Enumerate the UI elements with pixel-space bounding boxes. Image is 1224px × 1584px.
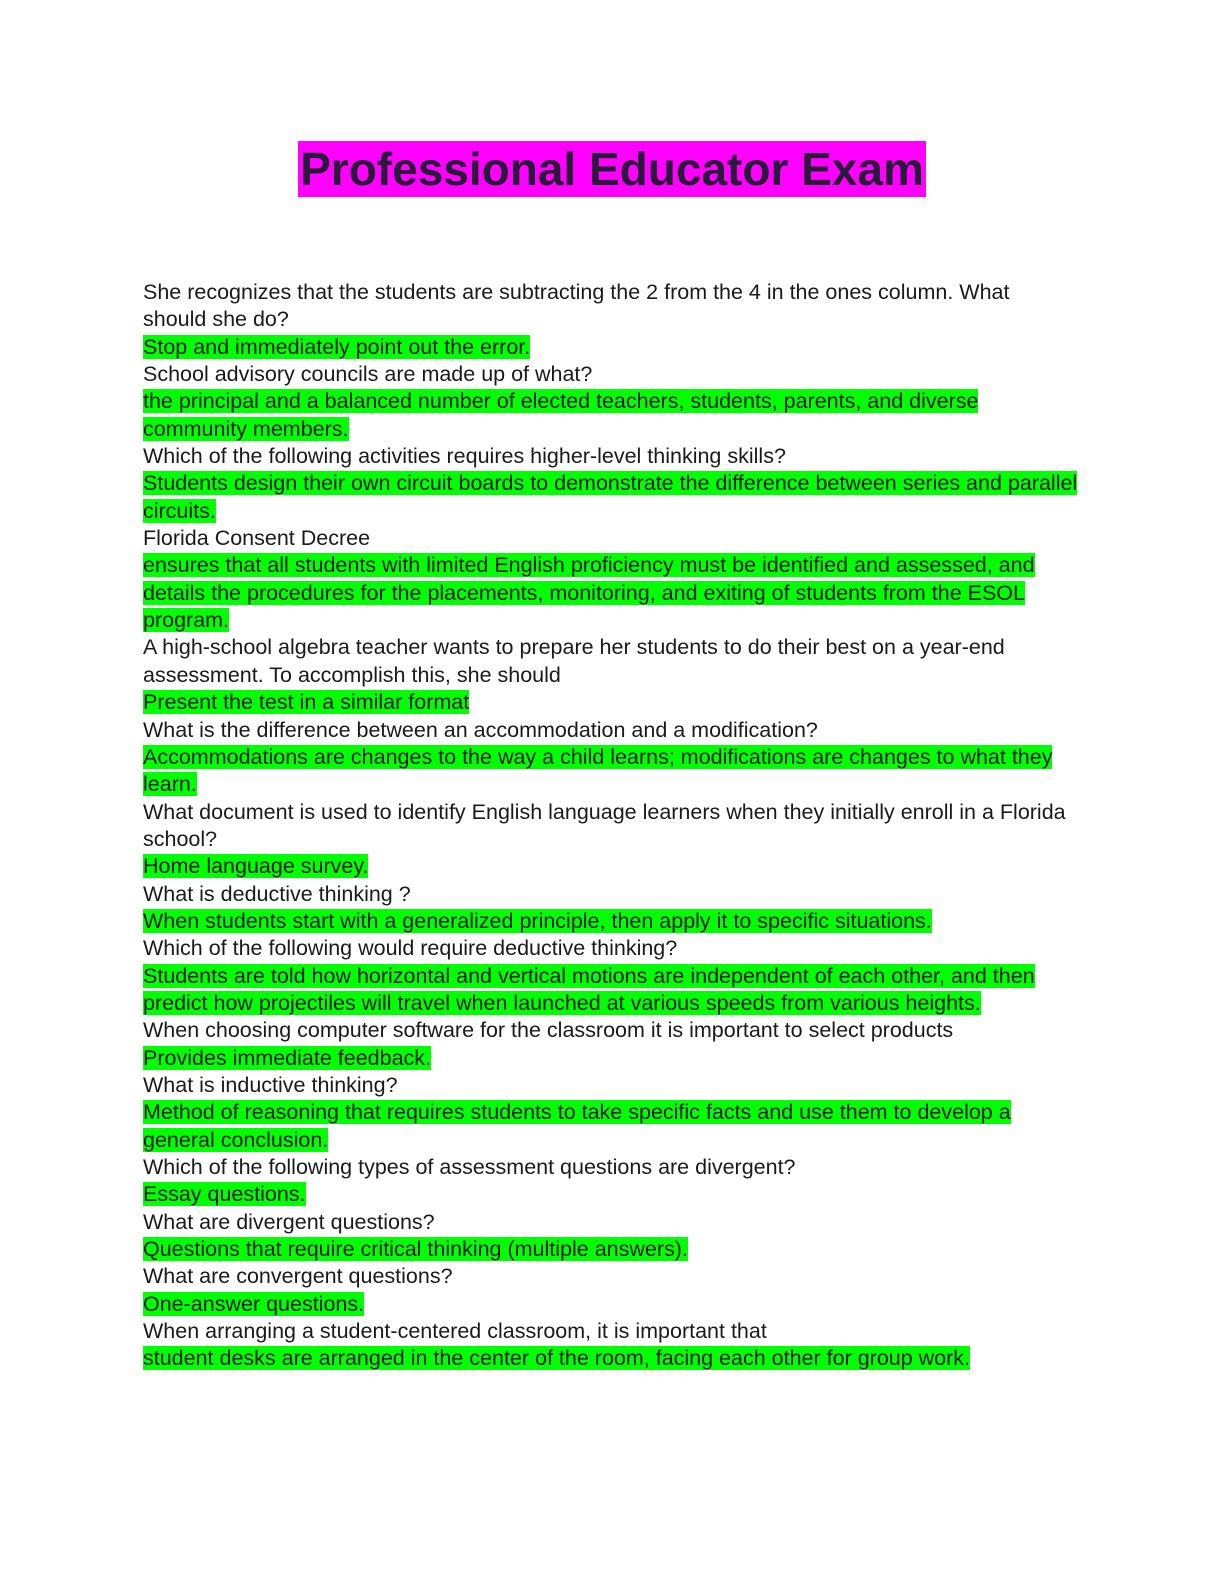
question-text: When choosing computer software for the classroom it is important to select products	[143, 1018, 954, 1043]
title-container	[0, 141, 1224, 197]
answer-text	[143, 689, 1078, 716]
page-title: Professional Educator Exam	[300, 143, 924, 195]
question-text: Florida Consent Decree	[143, 526, 371, 551]
question-text: A high-school algebra teacher wants to prepare her students to do their best on a year-end assessment. To accomplish this, she should	[143, 635, 1005, 687]
question-text: What are convergent questions?	[143, 1264, 453, 1289]
question-text: When arranging a student-centered classroom, it is important that	[143, 1319, 767, 1344]
qa-list	[143, 279, 1078, 1373]
answer-highlight: Essay questions.	[143, 1182, 306, 1207]
answer-text	[143, 1181, 1078, 1208]
answer-highlight: Students design their own circuit boards to demonstrate the difference between series and parallel circuits.	[143, 471, 1078, 523]
answer-text	[143, 1345, 1078, 1372]
answer-highlight: Present the test in a similar format	[143, 690, 470, 715]
answer-highlight: When students start with a generalized principle, then apply it to specific situations.	[143, 908, 932, 933]
answer-text	[143, 963, 1078, 1018]
answer-text	[143, 388, 1078, 443]
answer-highlight: student desks are arranged in the center of the room, facing each other for group work.	[143, 1346, 971, 1371]
answer-highlight: One-answer questions.	[143, 1291, 365, 1316]
answer-highlight: Method of reasoning that requires students to take specific facts and use them to develop a general conclusion.	[143, 1100, 1011, 1152]
answer-text	[143, 1099, 1078, 1154]
answer-text	[143, 908, 1078, 935]
answer-highlight: Students are told how horizontal and vertical motions are independent of each other, and then predict how projectiles will travel when launched at various speeds from various heights.	[143, 963, 1035, 1015]
question-text: What are divergent questions?	[143, 1209, 435, 1234]
answer-text	[143, 552, 1078, 634]
answer-highlight: Accommodations are changes to the way a child learns; modifications are changes to what they learn.	[143, 744, 1053, 797]
question-text: What is deductive thinking ?	[143, 881, 411, 906]
question-text: She recognizes that the students are subtracting the 2 from the 4 in the ones column. What should she do?	[143, 280, 1010, 332]
question-text: What document is used to identify English language learners when they initially enroll in a Florida school?	[143, 799, 1066, 851]
answer-text	[143, 1291, 1078, 1318]
answer-highlight: ensures that all students with limited English proficiency must be identified and assessed, and details the procedures for the placements, monitoring, and exiting of students from the ESOL program.	[143, 553, 1035, 633]
answer-text	[143, 853, 1078, 880]
answer-text	[143, 470, 1078, 525]
answer-highlight: Stop and immediately point out the error.	[143, 334, 531, 359]
answer-text	[143, 1045, 1078, 1072]
answer-text	[143, 334, 1078, 361]
answer-text	[143, 744, 1078, 799]
question-text: What is inductive thinking?	[143, 1072, 398, 1097]
question-text: Which of the following would require deductive thinking?	[143, 936, 678, 961]
answer-text	[143, 1236, 1078, 1263]
answer-highlight: the principal and a balanced number of elected teachers, students, parents, and diverse community members.	[143, 389, 979, 441]
question-text: Which of the following activities requires higher-level thinking skills?	[143, 444, 786, 469]
answer-highlight: Questions that require critical thinking (multiple answers).	[143, 1237, 688, 1262]
question-text: Which of the following types of assessment questions are divergent?	[143, 1155, 796, 1179]
question-text: What is the difference between an accommodation and a modification?	[143, 717, 818, 742]
answer-highlight: Home language survey.	[143, 854, 369, 879]
question-text: School advisory councils are made up of what?	[143, 362, 593, 387]
answer-highlight: Provides immediate feedback.	[143, 1045, 432, 1070]
